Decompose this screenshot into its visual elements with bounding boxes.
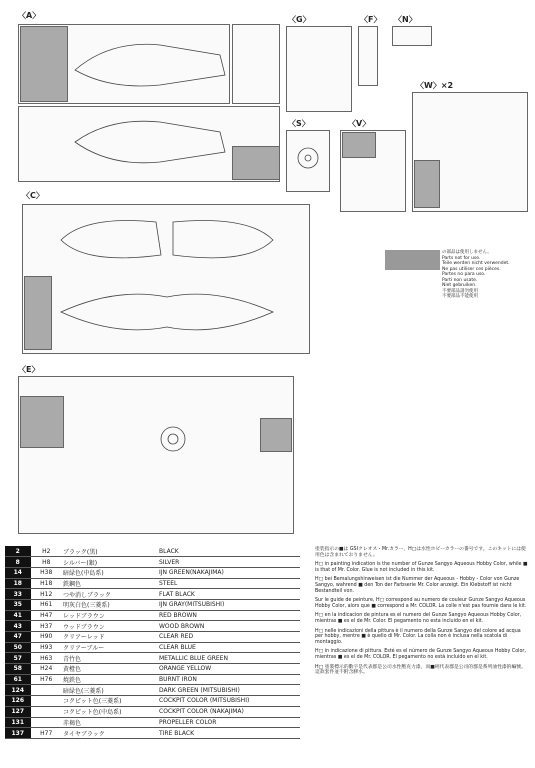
color-table-row (5, 685, 300, 696)
color-code-cell: H2 (31, 546, 61, 557)
color-no-cell: 47 (5, 632, 31, 643)
sprue-v-grey (342, 132, 376, 158)
engine-drawing (158, 424, 188, 454)
color-code-cell (31, 685, 61, 696)
color-en-cell: SILVER (157, 557, 300, 568)
sprue-e-grey-left (20, 396, 64, 448)
color-no-cell: 126 (5, 696, 31, 707)
wing-drawing-left (56, 210, 166, 270)
section-label-f: 〈F〉 (360, 15, 382, 24)
color-code-cell: H37 (31, 621, 61, 632)
color-table-row (5, 567, 300, 578)
color-table-row (5, 632, 300, 643)
section-label-w: 〈W〉×2 (416, 81, 454, 90)
color-table-row (5, 653, 300, 664)
color-jp-cell: 明灰白色(三菱系) (61, 599, 157, 610)
color-no-cell: 8 (5, 557, 31, 568)
color-table-row (5, 642, 300, 653)
color-jp-cell: 焼鉄色 (61, 674, 157, 685)
color-jp-cell: タイヤブラック (61, 728, 157, 739)
color-no-cell: 41 (5, 610, 31, 621)
color-no-cell: 137 (5, 728, 31, 739)
color-code-cell: H77 (31, 728, 61, 739)
color-table-row (5, 610, 300, 621)
color-no-cell: 35 (5, 599, 31, 610)
color-en-cell: TIRE BLACK (157, 728, 300, 739)
color-jp-cell: シルバー(銀) (61, 557, 157, 568)
color-jp-cell: 暗緑色(中島系) (61, 567, 157, 578)
sprue-c-grey (24, 276, 52, 350)
sprue-f (358, 26, 378, 86)
color-en-cell: IJN GRAY(MITSUBISHI) (157, 599, 300, 610)
color-table-row (5, 696, 300, 707)
color-table-row (5, 674, 300, 685)
color-no-cell: 58 (5, 664, 31, 675)
color-jp-cell: 赤褐色 (61, 717, 157, 728)
color-jp-cell: 暗緑色(三菱系) (61, 685, 157, 696)
color-en-cell: CLEAR RED (157, 632, 300, 643)
color-jp-cell: ブラック(黒) (61, 546, 157, 557)
color-no-cell: 33 (5, 589, 31, 600)
color-code-cell: H63 (31, 653, 61, 664)
color-code-cell: H93 (31, 642, 61, 653)
color-table-row (5, 589, 300, 600)
color-code-cell: H90 (31, 632, 61, 643)
color-en-cell: RED BROWN (157, 610, 300, 621)
color-no-cell: 127 (5, 706, 31, 717)
color-en-cell: BURNT IRON (157, 674, 300, 685)
color-no-cell: 18 (5, 578, 31, 589)
color-table-row (5, 557, 300, 568)
color-no-cell: 43 (5, 621, 31, 632)
color-en-cell: DARK GREEN (MITSUBISHI) (157, 685, 300, 696)
color-jp-cell: コクピット色(三菱系) (61, 696, 157, 707)
color-en-cell: FLAT BLACK (157, 589, 300, 600)
color-code-cell (31, 717, 61, 728)
color-no-cell: 131 (5, 717, 31, 728)
color-code-cell: H8 (31, 557, 61, 568)
color-table-row (5, 717, 300, 728)
sprue-a-grey-part (20, 26, 68, 102)
color-table-row (5, 599, 300, 610)
color-en-cell: COCKPIT COLOR (NAKAJIMA) (157, 706, 300, 717)
section-label-n: 〈N〉 (394, 15, 417, 24)
color-jp-cell: レッドブラウン (61, 610, 157, 621)
wheel-drawing (296, 146, 320, 170)
color-code-cell: H38 (31, 567, 61, 578)
color-no-cell: 57 (5, 653, 31, 664)
color-code-cell: H12 (31, 589, 61, 600)
color-en-cell: COCKPIT COLOR (MITSUBISHI) (157, 696, 300, 707)
color-code-cell: H76 (31, 674, 61, 685)
fuselage-drawing-upper (70, 30, 230, 100)
section-label-v: 〈V〉 (348, 119, 371, 128)
section-label-s: 〈S〉 (288, 119, 310, 128)
color-table-row (5, 706, 300, 717)
sprue-a-grey-small (232, 146, 280, 180)
paint-color-table (5, 546, 300, 739)
color-en-cell: STEEL (157, 578, 300, 589)
color-jp-cell: クリアーレッド (61, 632, 157, 643)
color-code-cell (31, 696, 61, 707)
color-en-cell: ORANGE YELLOW (157, 664, 300, 675)
color-table-row (5, 578, 300, 589)
sprue-n (392, 26, 432, 46)
sprue-w-grey (414, 160, 440, 208)
color-en-cell: PROPELLER COLOR (157, 717, 300, 728)
color-jp-cell: 黄橙色 (61, 664, 157, 675)
color-en-cell: METALLIC BLUE GREEN (157, 653, 300, 664)
color-en-cell: IJN GREEN(NAKAJIMA) (157, 567, 300, 578)
color-table-row (5, 664, 300, 675)
color-table-row (5, 546, 300, 557)
color-jp-cell: 青竹色 (61, 653, 157, 664)
sprue-g (286, 26, 352, 112)
sprue-a-small (232, 24, 280, 104)
section-label-g: 〈G〉 (288, 15, 311, 24)
color-jp-cell: ウッドブラウン (61, 621, 157, 632)
color-code-cell: H24 (31, 664, 61, 675)
color-no-cell: 14 (5, 567, 31, 578)
color-table-row (5, 728, 300, 739)
sprue-e-grey-right (260, 418, 292, 452)
color-jp-cell: つや消しブラック (61, 589, 157, 600)
color-jp-cell: コクピット色(中島系) (61, 706, 157, 717)
color-code-cell: H18 (31, 578, 61, 589)
color-jp-cell: クリアーブルー (61, 642, 157, 653)
color-jp-cell: 鉄鋼色 (61, 578, 157, 589)
color-en-cell: CLEAR BLUE (157, 642, 300, 653)
paint-info-text: 塗装指示の■は GSIクレオス・Mr.カラー、H□は水性ホビーカラーの番号です。このキットには使用色は含まれておりません。 H□ in painting indication is the number of Gunze Sangyo Aqueous Hobby Color, while ■ is that of Mr. Color. Glue is not included in this kit. H□ bei Bemalungshinweisen ist die Nummer der Aqueous - Hobby - Color von Gunze Sangyo, wahrend ■ den Ton der Farbserie Mr. Color anzeigt. Ein Klebstoff ist nicht Bestandteil von. Sur le guide de peinture, H□ correspond au numero de couleur Gunze Sangyo Aqueous Hobby Color, alors que ■ correspond a Mr. COLOR. La colle n'est pas fournie dans le kit. H□ en la indicacion de pintura es el numero del Gunze Sangyo Aqueous Hobby Color, mientras ■ es el de Mr. Color. El pegamento no esta incluido en el kit. H□ nelle indicazioni della pittura è il numero della Gunze Sangyo del colore ad acqua per hobby, mentre ■ è quello di Mr. Color. La colla non è inclusa nella scatola di montaggio. H□ in indicazione di pittura. Esté es el número de Gunze Sangyo Aqueous Hobby Color, mientras ■ es el de Mr. COLOR. El pegamento no está incluido en el kit. H□ 塗裝標示的數字是代表郡是公司水性壓克力漆，而■則代表郡是公司的郡是系列油性漆的編號。這款套件並不附含膠水。 (315, 547, 528, 676)
color-table-row (5, 621, 300, 632)
section-label-e: 〈E〉 (18, 365, 40, 374)
color-no-cell: 2 (5, 546, 31, 557)
color-code-cell: H61 (31, 599, 61, 610)
color-no-cell: 61 (5, 674, 31, 685)
section-label-a: 〈A〉 (18, 11, 41, 20)
color-no-cell: 124 (5, 685, 31, 696)
wing-drawing-right (168, 210, 278, 270)
color-no-cell: 50 (5, 642, 31, 653)
color-code-cell: H47 (31, 610, 61, 621)
color-en-cell: WOOD BROWN (157, 621, 300, 632)
unused-parts-swatch (385, 250, 440, 270)
fuselage-drawing-lower (70, 112, 230, 180)
wing-drawing-lower (56, 282, 278, 346)
color-code-cell (31, 706, 61, 717)
section-label-c: 〈C〉 (22, 191, 44, 200)
unused-parts-note: の部品は使用しません。 Parts not for use. Teile werden nicht verwendet. Ne pas utiliser ces pièces. Partes no para uso. Parti non usate. Niet gebruiken. 不要部品請勿使用 不要部品不能使用 (442, 250, 510, 299)
color-en-cell: BLACK (157, 546, 300, 557)
